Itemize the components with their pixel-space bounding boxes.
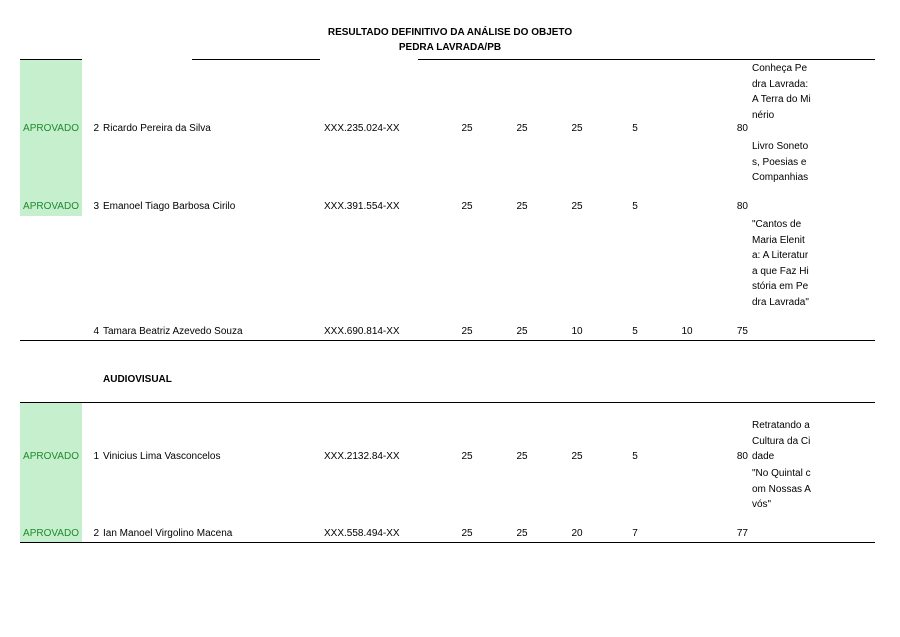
table-row — [20, 216, 875, 340]
row-number: 1 — [93, 451, 99, 462]
score-4: 5 — [632, 326, 638, 337]
score-1: 25 — [461, 201, 473, 212]
score-2: 25 — [516, 451, 528, 462]
score-2: 25 — [516, 201, 528, 212]
score-2: 25 — [516, 326, 528, 337]
score-4: 5 — [632, 451, 638, 462]
row-number: 2 — [93, 528, 99, 539]
score-total: 80 — [736, 451, 748, 462]
table-row — [20, 60, 875, 138]
project-title: Conheça Pedra Lavrada: A Terra do Minério — [752, 63, 811, 121]
score-4: 5 — [632, 201, 638, 212]
section-heading-audiovisual: AUDIOVISUAL — [103, 374, 172, 385]
applicant-name: Vinicius Lima Vasconcelos — [103, 451, 221, 462]
applicant-name: Ricardo Pereira da Silva — [103, 123, 211, 134]
table-bottom-rule — [20, 340, 875, 341]
row-number: 3 — [93, 201, 99, 212]
score-1: 25 — [461, 451, 473, 462]
score-total: 75 — [736, 326, 748, 337]
applicant-name: Emanoel Tiago Barbosa Cirilo — [103, 201, 236, 212]
score-1: 25 — [461, 528, 473, 539]
status-label: APROVADO — [23, 451, 79, 462]
score-1: 25 — [461, 326, 473, 337]
score-total: 77 — [736, 528, 748, 539]
score-3: 25 — [571, 201, 583, 212]
table-row — [20, 403, 875, 465]
document-subtitle: PEDRA LAVRADA/PB — [398, 42, 502, 53]
score-2: 25 — [516, 123, 528, 134]
applicant-name: Ian Manoel Virgolino Macena — [103, 528, 233, 539]
applicant-id: XXX.558.494-XX — [324, 528, 400, 539]
score-total: 80 — [736, 123, 748, 134]
score-1: 25 — [461, 123, 473, 134]
project-title: Livro Sonetos, Poesias e Companhias — [752, 141, 809, 183]
project-title: "Cantos de Maria Elenita: A Literatura que Faz História em Pedra Lavrada" — [752, 219, 809, 308]
row-number: 4 — [93, 326, 99, 337]
table-row — [20, 465, 875, 542]
score-3: 20 — [571, 528, 583, 539]
applicant-name: Tamara Beatriz Azevedo Souza — [103, 326, 243, 337]
table-bottom-rule — [20, 542, 875, 543]
status-label: APROVADO — [23, 201, 79, 212]
applicant-id: XXX.690.814-XX — [324, 326, 400, 337]
score-2: 25 — [516, 528, 528, 539]
applicant-id: XXX.2132.84-XX — [324, 451, 400, 462]
status-label: APROVADO — [23, 123, 79, 134]
status-label: APROVADO — [23, 528, 79, 539]
score-total: 80 — [736, 201, 748, 212]
score-3: 25 — [571, 123, 583, 134]
table-row — [20, 138, 875, 216]
document-title: RESULTADO DEFINITIVO DA ANÁLISE DO OBJETO — [327, 27, 573, 38]
applicant-id: XXX.391.554-XX — [324, 201, 400, 212]
score-5: 10 — [681, 326, 693, 337]
project-title: "No Quintal com Nossas Avós" — [752, 468, 811, 510]
score-3: 25 — [571, 451, 583, 462]
score-3: 10 — [571, 326, 583, 337]
row-number: 2 — [93, 123, 99, 134]
score-4: 7 — [632, 528, 638, 539]
applicant-id: XXX.235.024-XX — [324, 123, 400, 134]
score-4: 5 — [632, 123, 638, 134]
project-title: Retratando a Cultura da Cidade — [752, 420, 811, 462]
